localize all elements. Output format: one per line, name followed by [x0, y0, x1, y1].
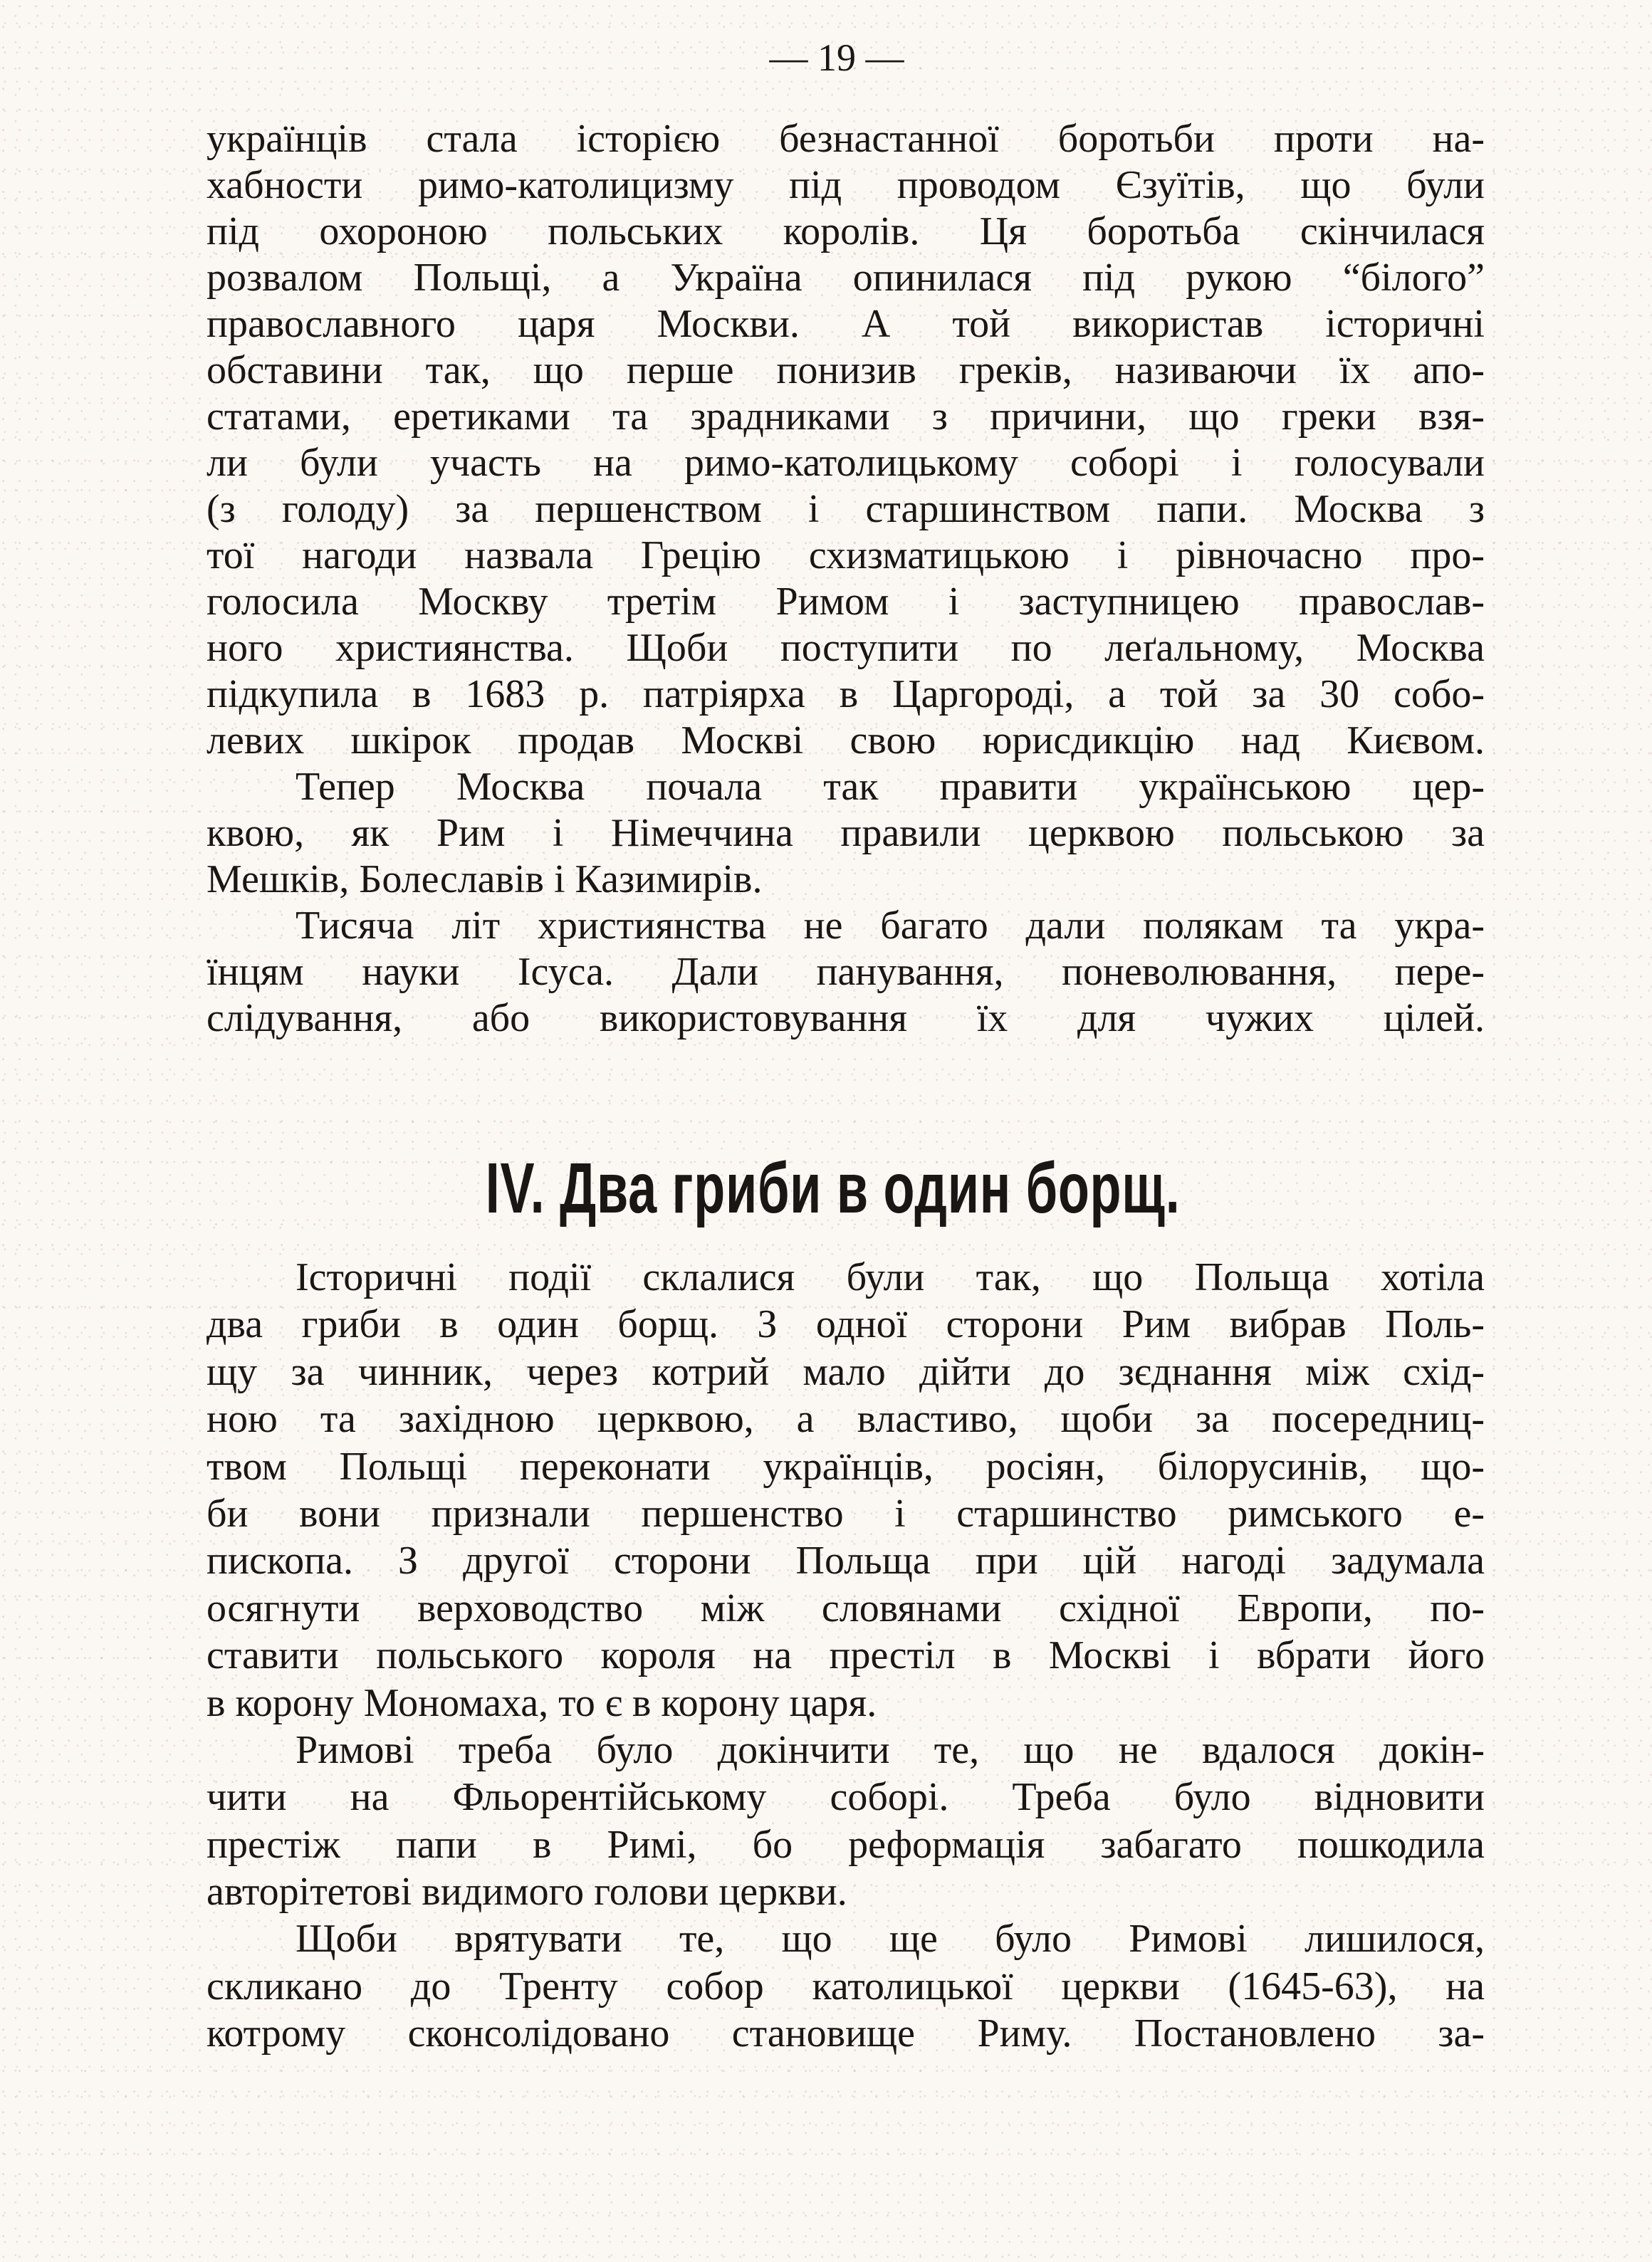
- text-line: в корону Мономаха, то є в корону царя.: [206, 1680, 877, 1725]
- section-1-text: [206, 116, 1485, 1042]
- paragraph: [206, 903, 1485, 1042]
- paragraph: [206, 116, 1485, 764]
- text-line: два гриби в один борщ. З одної сторони Рим вибрав Поль-: [206, 1302, 1485, 1347]
- text-line: щу за чинник, через котрий мало дійти до зєднання між схід-: [206, 1349, 1485, 1394]
- text-line: престіж папи в Римі, бо реформація забагато пошкодила: [206, 1822, 1485, 1867]
- text-line: пископа. З другої сторони Польща при цій нагоді задумала: [206, 1539, 1485, 1583]
- text-line: ного християнства. Щоби поступити по леґальному, Москва: [206, 626, 1485, 670]
- text-line: квою, як Рим і Німеччина правили церквою польською за: [206, 811, 1485, 855]
- paragraph: [206, 1727, 1485, 1916]
- text-line: би вони признали першенство і старшинство римського е-: [206, 1491, 1485, 1536]
- text-line: українців стала історією безнастанної боротьби проти на-: [206, 117, 1485, 161]
- text-line: голосила Москву третім Римом і заступницею православ-: [206, 580, 1485, 624]
- text-line: котрому сконсолідовано становище Риму. Постановлено за-: [206, 2011, 1485, 2056]
- text-line: статами, еретиками та зрадниками з причини, що греки взя-: [206, 394, 1485, 439]
- paragraph: [206, 764, 1485, 903]
- section-2-text: [206, 1254, 1485, 2058]
- text-line: обставини так, що перше понизив греків, називаючи їх апо-: [206, 348, 1485, 392]
- text-line: твом Польщі переконати українців, росіян, білорусинів, що-: [206, 1444, 1485, 1489]
- page-number: — 19 —: [769, 36, 904, 79]
- text-line: православного царя Москви. А той використав історичні: [206, 302, 1485, 346]
- text-line: Мешків, Болеславів і Казимирів.: [206, 857, 763, 901]
- paragraph: [206, 1254, 1485, 1727]
- text-line: хабности римо-католицизму під проводом Єзуїтів, що були: [206, 163, 1485, 207]
- chapter-heading-wrap: [0, 1148, 1652, 1230]
- text-line: під охороною польських королів. Ця боротьба скінчилася: [206, 209, 1485, 253]
- text-line: розвалом Польщі, а Україна опинилася під рукою “білого”: [206, 256, 1485, 300]
- text-line: Історичні події склалися були так, що Польща хотіла: [296, 1255, 1485, 1299]
- chapter-heading: IV. Два гриби в один борщ.: [486, 1148, 1181, 1228]
- text-line: (з голоду) за першенством і старшинством папи. Москва з: [206, 487, 1485, 531]
- text-line: скликано до Тренту собор католицької церкви (1645-63), на: [206, 1964, 1485, 2009]
- text-line: ставити польського короля на престіл в Москві і вбрати його: [206, 1633, 1485, 1678]
- text-line: Тисяча літ християнства не багато дали полякам та укра-: [296, 904, 1485, 948]
- text-line: осягнути верховодство між словянами східної Европи, по-: [206, 1586, 1485, 1630]
- paragraph: [206, 1915, 1485, 2057]
- text-line: Римові треба було докінчити те, що не вдалося докін-: [296, 1727, 1485, 1772]
- text-line: ною та західною церквою, а властиво, щоби за посередниц-: [206, 1397, 1485, 1442]
- text-line: Тепер Москва почала так правити українською цер-: [296, 765, 1485, 809]
- text-line: авторітетові видимого голови церкви.: [206, 1870, 847, 1915]
- text-line: підкупила в 1683 р. патріярха в Царгороді, а той за 30 собо-: [206, 672, 1485, 716]
- text-line: тої нагоди назвала Грецію схизматицькою і рівночасно про-: [206, 533, 1485, 577]
- text-line: їнцям науки Ісуса. Дали панування, поневолювання, пере-: [206, 950, 1485, 994]
- text-line: слідування, або використовування їх для чужих цілей.: [206, 996, 1485, 1040]
- text-line: Щоби врятувати те, що ще було Римові лишилося,: [296, 1917, 1485, 1962]
- text-line: чити на Фльорентійському соборі. Треба було відновити: [206, 1775, 1485, 1820]
- text-line: ли були участь на римо-католицькому соборі і голосували: [206, 441, 1485, 485]
- text-line: левих шкірок продав Москві свою юрисдикцію над Києвом.: [206, 718, 1485, 763]
